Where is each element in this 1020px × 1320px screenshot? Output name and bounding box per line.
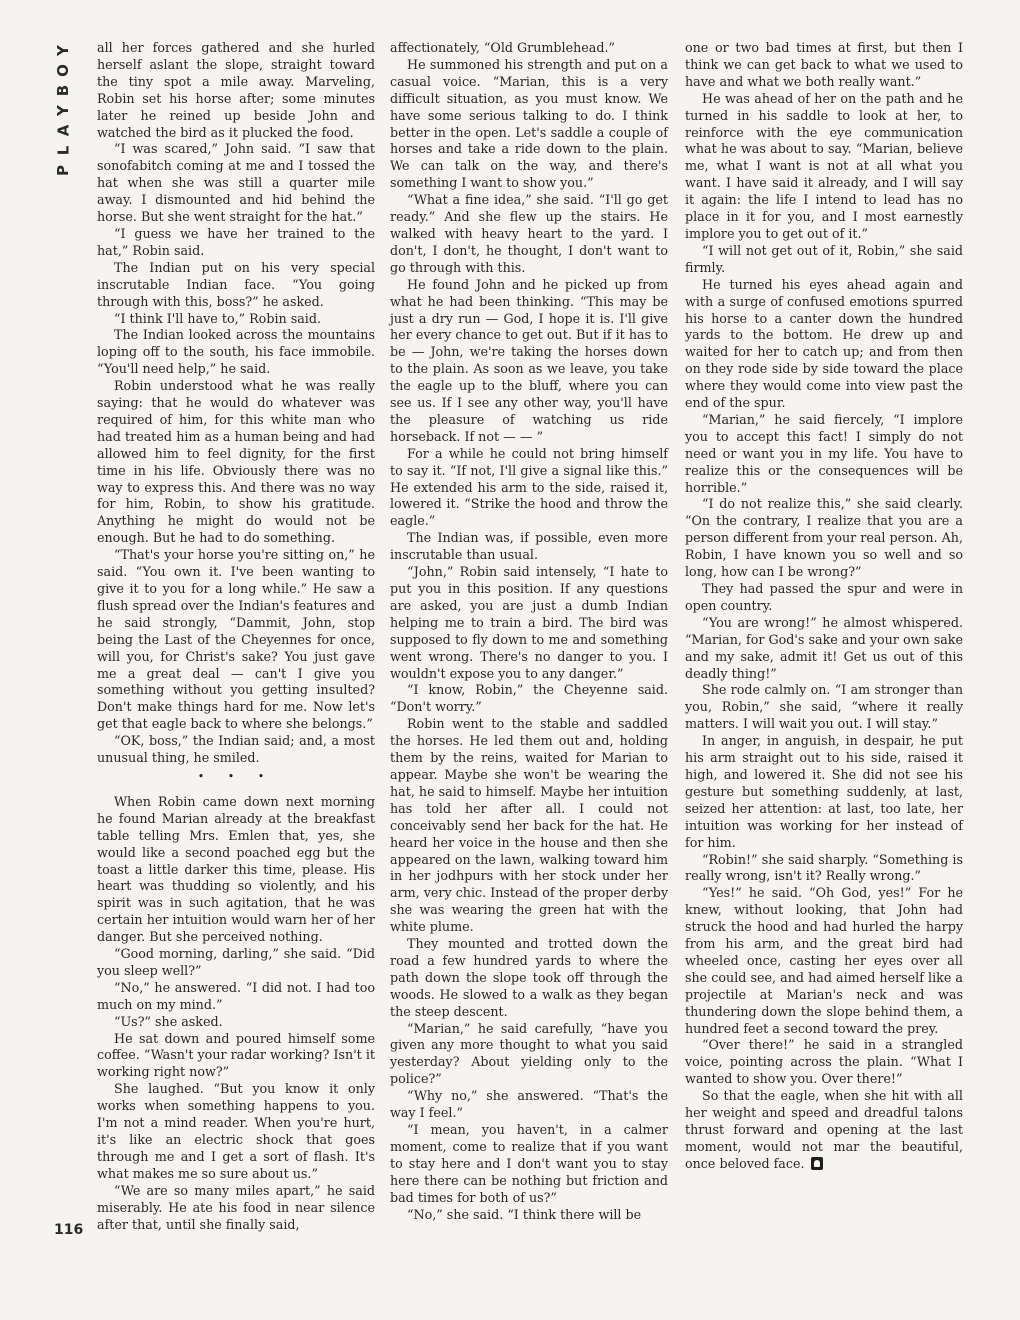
paragraph-text: He found John and he picked up from what he had been thinking. “This may be just a dry run — God, I hope it is. I'll give her every chance to get out. But if it has to be — John, we're taking the horses down to the plain. As soon as we leave, you take the eagle up to the bluff, where you can see us. If I see any other way, you'll have the pleasure of watching us ride horseback. If not — — ” — [390, 276, 668, 444]
paragraph — [685, 615, 963, 683]
masthead-letter: P — [54, 164, 72, 176]
paragraph — [685, 91, 963, 243]
paragraph-text: one or two bad times at first, but then I think we can get back to what we used to have and what we both really want.” — [685, 40, 963, 89]
paragraph-text: “Robin!” she said sharply. “Something is really wrong, isn't it? Really wrong.” — [685, 851, 963, 884]
paragraph — [685, 733, 963, 851]
paragraph — [97, 794, 375, 946]
paragraph — [685, 682, 963, 733]
masthead-letter: O — [53, 63, 72, 77]
paragraph-text: “Over there!” he said in a strangled voice, pointing across the plain. “What I wanted to show you. Over there!” — [685, 1037, 963, 1087]
paragraph-text: So that the eagle, when she hit with all her weight and speed and dreadful talons thrust forward and opening at the last moment, would not mar the beautiful, once beloved face. — [685, 1088, 963, 1171]
paragraph-text: “No,” he answered. “I did not. I had too much on my mind.” — [97, 979, 375, 1012]
paragraph-text: In anger, in anguish, in despair, he put his arm straight out to his side, raised it high, and lowered it. She did not see his gesture but something suddenly, at last, seized her attention: at last, too late, her intuition was working for her instead of for him. — [685, 733, 963, 850]
paragraph-text: “Us?” she asked. — [114, 1013, 223, 1029]
paragraph-text: “John,” Robin said intensely, “I hate to put you in this position. If any questions are asked, you are just a dumb Indian helping me to train a bird. The bird was supposed to fly down to me and something went wrong. There's no danger to you. I wouldn't expose you to any danger.” — [390, 564, 668, 681]
paragraph — [685, 885, 963, 1037]
paragraph — [97, 1031, 375, 1082]
paragraph — [685, 277, 963, 412]
masthead-letter: A — [53, 123, 72, 137]
paragraph — [390, 1122, 668, 1207]
paragraph — [390, 277, 668, 446]
paragraph-text: He sat down and poured himself some coffee. “Wasn't your radar working? Isn't it working right now?” — [97, 1030, 375, 1080]
masthead-letter: L — [54, 144, 72, 156]
paragraph-text: The Indian was, if possible, even more inscrutable than usual. — [390, 530, 668, 563]
paragraph-text: Robin went to the stable and saddled the horses. He led them out and, holding them by the reins, waited for Marian to appear. Maybe she won't be wearing the hat, he said to himself. Maybe her intuition has told her after all. I could not conceivably send her back for the hat. He heard her voice in the house and then she appeared on the lawn, walking toward him in her jodhpurs with her stock under her arm, very chic. Instead of the proper derby she was wearing the green hat with the white plume. — [390, 716, 669, 935]
paragraph — [390, 682, 668, 716]
text-column-3 — [685, 40, 963, 1173]
paragraph-text: “Yes!” he said. “Oh God, yes!” For he knew, without looking, that John had struck the hood and had hurled the harpy from his arm, and the great bird had wheeled once, casting her eyes over all she could see, and had aimed herself like a projectile at Marian's neck and was thundering down the slope behind them, a hundred feet a second toward the prey. — [685, 885, 963, 1036]
paragraph — [97, 311, 375, 328]
paragraph-text: “I was scared,” John said. “I saw that sonofabitch coming at me and I tossed the hat when she was still a quarter mile away. I dismounted and hid behind the horse. But she went straight for the hat.” — [97, 141, 375, 225]
paragraph — [97, 327, 375, 378]
paragraph-text: He turned his eyes ahead again and with a surge of confused emotions spurred his horse to a canter down the hundred yards to the bottom. He drew up and waited for her to catch up; and from then on they rode side by side toward the place where they would come into view past the end of the spur. — [685, 276, 963, 411]
masthead-letter: B — [54, 83, 72, 97]
paragraph — [685, 243, 963, 277]
text-column-1 — [97, 40, 375, 1233]
paragraph — [97, 1183, 375, 1234]
paragraph — [390, 936, 668, 1021]
paragraph — [390, 40, 668, 57]
vertical-masthead — [52, 40, 74, 180]
section-break — [97, 769, 375, 786]
paragraph — [390, 1207, 668, 1224]
paragraph-text: She rode calmly on. “I am stronger than you, Robin,” she said, “where it really matters. I will wait you out. I will stay.” — [685, 682, 963, 732]
paragraph-text: The Indian put on his very special inscrutable Indian face. “You going through with this, boss?” he asked. — [97, 259, 375, 309]
paragraph-text: “Marian,” he said fiercely, “I implore you to accept this fact! I simply do not need or want you in my life. You have to realize this or the consequences will be horrible.” — [685, 411, 963, 495]
paragraph — [390, 716, 668, 936]
paragraph-text: “What a fine idea,” she said. “I'll go get ready.” And she flew up the stairs. He walked with heavy heart to the yard. I don't, I don't, he thought, I don't want to go through with this. — [390, 192, 668, 275]
paragraph-text: They had passed the spur and were in open country. — [685, 581, 963, 613]
paragraph-text: “You are wrong!” he almost whispered. “Marian, for God's sake and your own sake and my sake, admit it! Get us out of this deadly thing!” — [685, 614, 963, 681]
paragraph — [97, 260, 375, 311]
paragraph — [390, 564, 668, 682]
page-number: 116 — [54, 1222, 84, 1238]
masthead-letter: Y — [54, 44, 72, 56]
paragraph — [685, 412, 963, 497]
paragraph — [97, 141, 375, 226]
paragraph — [97, 1014, 375, 1031]
paragraph-text: “I will not get out of it, Robin,” she said firmly. — [685, 242, 963, 275]
paragraph-text: “OK, boss,” the Indian said; and, a most unusual thing, he smiled. — [97, 733, 375, 766]
paragraph-text: “Marian,” he said carefully, “have you given any more thought to what you said yesterday? About yielding only to the police?” — [390, 1020, 668, 1087]
paragraph — [390, 446, 668, 531]
paragraph — [390, 1088, 668, 1122]
paragraph — [390, 57, 668, 192]
paragraph-text: He was ahead of her on the path and he turned in his saddle to look at her, to reinforce with the eye communication what he was about to say. “Marian, believe me, what I want is not at all what you want. I have said it already, and I will say it again: the life I intend to lead has no place in it for you, and I most earnestly implore you to get out of it.” — [685, 90, 963, 241]
paragraph-text: She laughed. “But you know it only works when something happens to you. I'm not a mind reader. When you're hurt, it's like an electric shock that goes through me and I get a sort of flash. It's what makes me so sure about us.” — [97, 1081, 375, 1181]
paragraph — [685, 496, 963, 581]
paragraph — [97, 946, 375, 980]
paragraph — [685, 40, 963, 91]
paragraph — [97, 547, 375, 733]
paragraph-text: “Good morning, darling,” she said. “Did you sleep well?” — [97, 946, 375, 978]
paragraph-text: For a while he could not bring himself to say it. “If not, I'll give a signal like this.” He extended his arm to the side, raised it, lowered it. “Strike the hood and throw the eagle.” — [390, 445, 668, 529]
paragraph — [97, 226, 375, 260]
paragraph-text: all her forces gathered and she hurled herself aslant the slope, straight toward the tiny spot a mile away. Marveling, Robin set his horse after; some minutes later he reined up beside John and watched the bird as it plucked the food. — [97, 40, 375, 140]
paragraph-text: The Indian looked across the mountains loping off to the south, his face immobile. “You'll need help,” he said. — [97, 327, 375, 377]
text-column-2 — [390, 40, 668, 1223]
paragraph-text: affectionately, “Old Grumblehead.” — [390, 40, 616, 55]
paragraph — [390, 1021, 668, 1089]
paragraph-text: Robin understood what he was really saying: that he would do whatever was required of him, for this white man who had treated him as a human being and had allowed him to feel dignity, for the first time in his life. Obviously there was no way to express this. And there was no way for him, Robin, to show his gratitude. Anything he might do would not be enough. But he had to do something. — [97, 378, 375, 546]
paragraph-text: He summoned his strength and put on a casual voice. “Marian, this is a very difficult situation, as you must know. We have some serious talking to do. I think better in the open. Let's saddle a couple of horses and take a ride down to the plain. We can talk on the way, and there's something I want to show you.” — [390, 56, 668, 191]
paragraph-text: “That's your horse you're sitting on,” he said. “You own it. I've been wanting to give it to you for a long while.” He saw a flush spread over the Indian's features and he said strongly, “Dammit, John, stop being the Last of the Cheyennes for once, will you, for Christ's sake? You just gave me a great deal — can't I give you something without you getting insulted? Don't make things hard for me. Now let's get that eagle back to where she belongs.” — [97, 547, 375, 732]
paragraph-text: “I do not realize this,” she said clearly. “On the contrary, I realize that you are a person different from your real person. Ah, Robin, I have known you so well and so long, how can I be wrong?” — [685, 496, 963, 580]
paragraph-text: “I know, Robin,” the Cheyenne said. “Don't worry.” — [390, 682, 668, 715]
paragraph-text: • • • — [197, 769, 275, 783]
paragraph — [97, 733, 375, 767]
masthead-letter: Y — [54, 104, 72, 116]
paragraph — [97, 1081, 375, 1182]
paragraph-text: They mounted and trotted down the road a few hundred yards to where the path down the slope took off through the woods. He slowed to a walk as they began the steep descent. — [390, 936, 668, 1019]
paragraph — [97, 980, 375, 1014]
paragraph-text: When Robin came down next morning he found Marian already at the breakfast table telling Mrs. Emlen that, yes, she would like a second poached egg but the toast a little darker this time, please. His heart was thudding so violently, and his spirit was in such agitation, that he was certain her intuition would warn her of her danger. But she perceived nothing. — [97, 793, 375, 945]
paragraph — [685, 1088, 963, 1173]
paragraph-text: “We are so many miles apart,” he said miserably. He ate his food in near silence after that, until she finally said, — [97, 1182, 375, 1232]
paragraph — [685, 581, 963, 615]
paragraph — [685, 852, 963, 886]
paragraph — [97, 378, 375, 547]
paragraph-text: “No,” she said. “I think there will be — [407, 1206, 642, 1222]
paragraph-text: “I mean, you haven't, in a calmer moment, come to realize that if you want to stay here and I don't want you to stay here there can be nothing but friction and bad times for both of us?” — [390, 1122, 668, 1205]
paragraph — [390, 530, 668, 564]
paragraph-text: “Why no,” she answered. “That's the way I feel.” — [390, 1088, 668, 1121]
rabbit-end-mark-icon — [811, 1157, 823, 1170]
paragraph — [685, 1037, 963, 1088]
paragraph — [97, 40, 375, 141]
paragraph-text: “I guess we have her trained to the hat,” Robin said. — [97, 225, 375, 258]
paragraph-text: “I think I'll have to,” Robin said. — [114, 310, 321, 326]
paragraph — [390, 192, 668, 277]
